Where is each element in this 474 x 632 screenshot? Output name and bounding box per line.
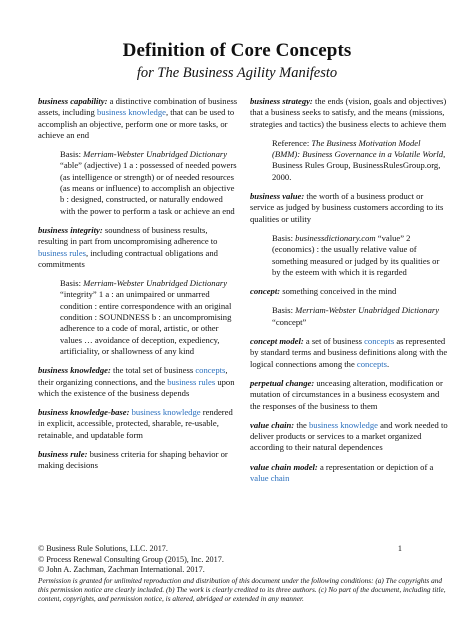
definition-business-value: business value: the worth of a business product or service as judged by business customers according to its qualities or utility (250, 191, 444, 224)
basis-concept: Basis: Merriam-Webster Unabridged Dictionary “concept” (272, 305, 440, 327)
term-link[interactable]: business knowledge (308, 419, 378, 430)
term: business knowledge: (38, 365, 111, 376)
definition-business-capability: business capability: a distinctive combination of business assets, including business knowledge, that can be used to accomplish an objective, perform one or more tasks, or achieve an end (38, 96, 238, 140)
term: business knowledge-base: (38, 407, 130, 418)
term-link[interactable]: business knowledge (96, 107, 166, 118)
left-column (38, 96, 238, 480)
term-link[interactable]: concepts (356, 358, 387, 369)
term: perpetual change: (250, 377, 315, 388)
copyright-prc: © Process Renewal Consulting Group (2015), Inc. 2017. (38, 554, 224, 564)
definition-value-chain: value chain: the business knowledge and work needed to deliver products or services to a market organized according to their natural dependences (250, 419, 448, 453)
term: concept model: (250, 336, 304, 347)
term: concept: (250, 286, 281, 297)
right-column (250, 96, 448, 492)
definition-business-integrity: business integrity: soundness of business results, resulting in part from uncompromising adherence to business rules, including contractual obligations and commitments (38, 224, 218, 269)
term-link[interactable]: business rules (38, 247, 86, 258)
definition-business-strategy: business strategy: the ends (vision, goals and objectives) that a business seeks to satisfy, and the means (missions, strategies and tactics) the business elects to achieve them (250, 96, 447, 129)
copyright-zachman: © John A. Zachman, Zachman International. 2017. (38, 565, 205, 574)
footer (38, 544, 450, 603)
term-link[interactable]: concepts (364, 336, 395, 347)
definition-value-chain-model: value chain model: a representation or depiction of a value chain (250, 461, 434, 484)
term: business integrity: (38, 224, 103, 235)
basis-value: Basis: businessdictionary.com “value” 2 (economics) : the usually relative value of something measured or judged by its qualities or by the esteem with which it is regarded (272, 232, 440, 277)
definition-business-knowledge: business knowledge: the total set of business concepts, their organizing connections, and the business rules upon which the existence of the business depends (38, 365, 235, 398)
definition-perpetual-change: perpetual change: unceasing alteration, modification or mutation of circumstances in a business ecosystem and the responses of the business to them (250, 377, 443, 411)
page-subtitle: for The Business Agility Manifesto (136, 65, 338, 81)
term-link[interactable]: value chain (250, 473, 290, 484)
copyright-brs: © Business Rule Solutions, LLC. 2017. (38, 544, 168, 553)
term-link[interactable]: concepts (195, 365, 226, 376)
basis-integrity: Basis: Merriam-Webster Unabridged Dictionary “integrity” 1 a : an unimpaired or unmarred condition : entire correspondence with an original condition : SOUNDNESS b : an uncompromising adherence to a code of moral, artistic, or other values … avoidance of deception, expediency, artificiality, or shallowness of any kind (60, 278, 232, 356)
term: business strategy: (250, 96, 313, 106)
term: business rule: (38, 449, 88, 460)
permission-notice: Permission is granted for unlimited reproduction and distribution of this document under the following conditions: (a) The copyrights and this permission notice are clearly included. (b) The work is clearly credited to its three authors. (c) No part of the document, including title, content, copyrights, and permission notice, is altered, abridged or extended in any manner. (38, 575, 446, 603)
term: value chain model: (250, 461, 318, 472)
term-link[interactable]: business knowledge (131, 407, 201, 418)
definition-business-knowledge-base: business knowledge-base: business knowledge rendered in explicit, accessible, protected, sharable, re-usable, retainable, and updatable form (38, 407, 233, 440)
basis-able: Basis: Merriam-Webster Unabridged Dictionary “able” (adjective) 1 a : possessed of needed powers (as intelligence or strength) or of needed resources (as means or influence) to accomplish an objective b : designed, constructed, or naturally endowed with the power to perform a task or achieve an end (60, 149, 237, 216)
reference-bmm: Reference: The Business Motivation Model (BMM): Business Governance in a Volatile World, Business Rules Group, BusinessRulesGroup.org, 2000. (272, 137, 446, 182)
page-number: 1 (397, 544, 402, 553)
page-title: Definition of Core Concepts (122, 40, 352, 61)
term: business value: (250, 191, 305, 202)
definition-concept: concept: something conceived in the mind (250, 286, 397, 297)
definition-concept-model: concept model: a set of business concepts as represented by standard terms and business definitions along with the logical connections among the concepts. (250, 336, 448, 369)
term: business capability: (38, 96, 108, 106)
term-link[interactable]: business rules (167, 376, 216, 387)
term: value chain: (250, 419, 295, 430)
definition-business-rule: business rule: business criteria for shaping behavior or making decisions (38, 449, 228, 471)
